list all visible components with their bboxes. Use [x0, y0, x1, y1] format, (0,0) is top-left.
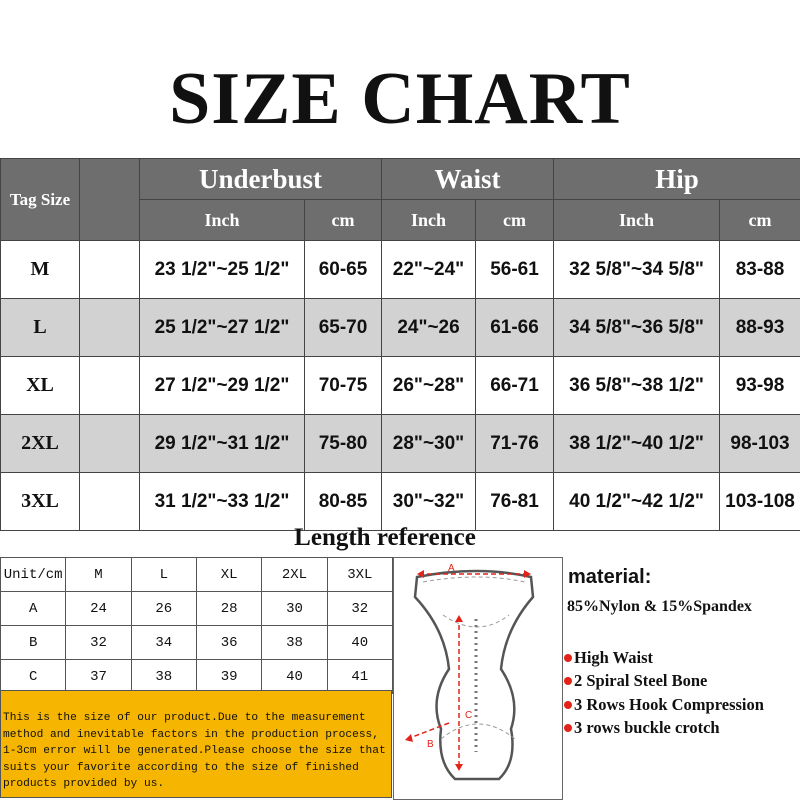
empty-cell: [80, 415, 140, 473]
waist-inch-cell: 24"~26: [382, 299, 476, 357]
underbust-inch-cell: 23 1/2"~25 1/2": [140, 241, 305, 299]
feature-text: 3 rows buckle crotch: [574, 718, 720, 738]
hip-cm-cell: 103-108: [720, 473, 800, 531]
size-cell: M: [1, 241, 80, 299]
hip-inch-cell: 38 1/2"~40 1/2": [554, 415, 720, 473]
value-cell: 38: [262, 626, 327, 660]
bullet-icon: [564, 677, 572, 685]
table-row: [1, 241, 800, 299]
hip-cm-cell: 88-93: [720, 299, 800, 357]
unit-header: cm: [476, 200, 554, 241]
list-item: [564, 717, 764, 741]
hip-cm-cell: 83-88: [720, 241, 800, 299]
table-row: [1, 357, 800, 415]
feature-text: 2 Spiral Steel Bone: [574, 671, 708, 691]
table-row: [1, 473, 800, 531]
value-cell: 40: [327, 626, 392, 660]
size-cell: 3XL: [1, 473, 80, 531]
table-row: [1, 660, 393, 694]
size-cell: L: [1, 299, 80, 357]
underbust-inch-cell: 31 1/2"~33 1/2": [140, 473, 305, 531]
value-cell: 36: [196, 626, 261, 660]
list-item: [564, 693, 764, 717]
size-cell: XL: [1, 357, 80, 415]
list-item: [564, 670, 764, 694]
measurement-note: This is the size of our product.Due to the measurement method and inevitable factors in the production process, 1-3cm error will be generated.Please choose the size that suits your favorite according to the size of finished products provided by us.: [0, 690, 392, 798]
value-cell: 40: [262, 660, 327, 694]
hip-inch-cell: 40 1/2"~42 1/2": [554, 473, 720, 531]
value-cell: 32: [66, 626, 131, 660]
value-cell: 28: [196, 592, 261, 626]
size-cell: 2XL: [1, 415, 80, 473]
row-label-cell: B: [1, 626, 66, 660]
waist-cm-cell: 66-71: [476, 357, 554, 415]
garment-diagram: [393, 557, 563, 800]
underbust-inch-cell: 29 1/2"~31 1/2": [140, 415, 305, 473]
empty-cell: [80, 241, 140, 299]
waist-cm-cell: 61-66: [476, 299, 554, 357]
hip-cm-cell: 93-98: [720, 357, 800, 415]
bullet-icon: [564, 724, 572, 732]
waist-cm-cell: 76-81: [476, 473, 554, 531]
length-reference-title: Length reference: [294, 524, 476, 551]
underbust-header: Underbust: [140, 159, 382, 200]
hip-header: Hip: [554, 159, 800, 200]
hip-inch-cell: 36 5/8"~38 1/2": [554, 357, 720, 415]
value-cell: 26: [131, 592, 196, 626]
value-cell: 41: [327, 660, 392, 694]
underbust-cm-cell: 60-65: [305, 241, 382, 299]
feature-text: 3 Rows Hook Compression: [574, 694, 764, 714]
list-item: [564, 646, 764, 670]
table-row: [1, 299, 800, 357]
value-cell: 37: [66, 660, 131, 694]
hip-inch-cell: 34 5/8"~36 5/8": [554, 299, 720, 357]
underbust-inch-cell: 27 1/2"~29 1/2": [140, 357, 305, 415]
underbust-cm-cell: 70-75: [305, 357, 382, 415]
empty-cell: [80, 299, 140, 357]
underbust-inch-cell: 25 1/2"~27 1/2": [140, 299, 305, 357]
row-label-cell: C: [1, 660, 66, 694]
value-cell: 38: [131, 660, 196, 694]
value-cell: 39: [196, 660, 261, 694]
tag-size-header: Tag Size: [1, 159, 80, 241]
unit-header: cm: [305, 200, 382, 241]
bullet-icon: [564, 654, 572, 662]
empty-cell: [80, 357, 140, 415]
label-b: B: [427, 739, 434, 750]
header-cell: 3XL: [327, 558, 392, 592]
bullet-icon: [564, 701, 572, 709]
table-row: [1, 592, 393, 626]
waist-inch-cell: 22"~24": [382, 241, 476, 299]
value-cell: 24: [66, 592, 131, 626]
waist-inch-cell: 30"~32": [382, 473, 476, 531]
header-cell: Unit/cm: [1, 558, 66, 592]
feature-text: High Waist: [574, 647, 654, 667]
unit-header: cm: [720, 200, 800, 241]
underbust-cm-cell: 65-70: [305, 299, 382, 357]
underbust-cm-cell: 80-85: [305, 473, 382, 531]
header-cell: 2XL: [262, 558, 327, 592]
waist-inch-cell: 26"~28": [382, 357, 476, 415]
underbust-cm-cell: 75-80: [305, 415, 382, 473]
table-row: [1, 415, 800, 473]
unit-header: Inch: [554, 200, 720, 241]
unit-header: Inch: [140, 200, 305, 241]
waist-cm-cell: 56-61: [476, 241, 554, 299]
table-row: [1, 626, 393, 660]
waist-inch-cell: 28"~30": [382, 415, 476, 473]
empty-cell: [80, 473, 140, 531]
hip-inch-cell: 32 5/8"~34 5/8": [554, 241, 720, 299]
label-a: A: [448, 563, 455, 574]
waist-header: Waist: [382, 159, 554, 200]
label-c: C: [465, 710, 473, 721]
header-cell: M: [66, 558, 131, 592]
page-title: SIZE CHART: [169, 58, 631, 140]
header-cell: L: [131, 558, 196, 592]
empty-header-cell: [80, 159, 140, 241]
length-reference-table: [0, 557, 393, 694]
feature-list: [564, 646, 764, 740]
header-cell: XL: [196, 558, 261, 592]
value-cell: 32: [327, 592, 392, 626]
row-label-cell: A: [1, 592, 66, 626]
value-cell: 34: [131, 626, 196, 660]
diagram-frame: [394, 558, 563, 800]
table-header-row: [1, 558, 393, 592]
size-chart-table: [0, 158, 800, 531]
unit-header: Inch: [382, 200, 476, 241]
hip-cm-cell: 98-103: [720, 415, 800, 473]
material-composition: 85%Nylon & 15%Spandex: [567, 598, 752, 615]
waist-cm-cell: 71-76: [476, 415, 554, 473]
material-title: material:: [568, 566, 652, 588]
value-cell: 30: [262, 592, 327, 626]
